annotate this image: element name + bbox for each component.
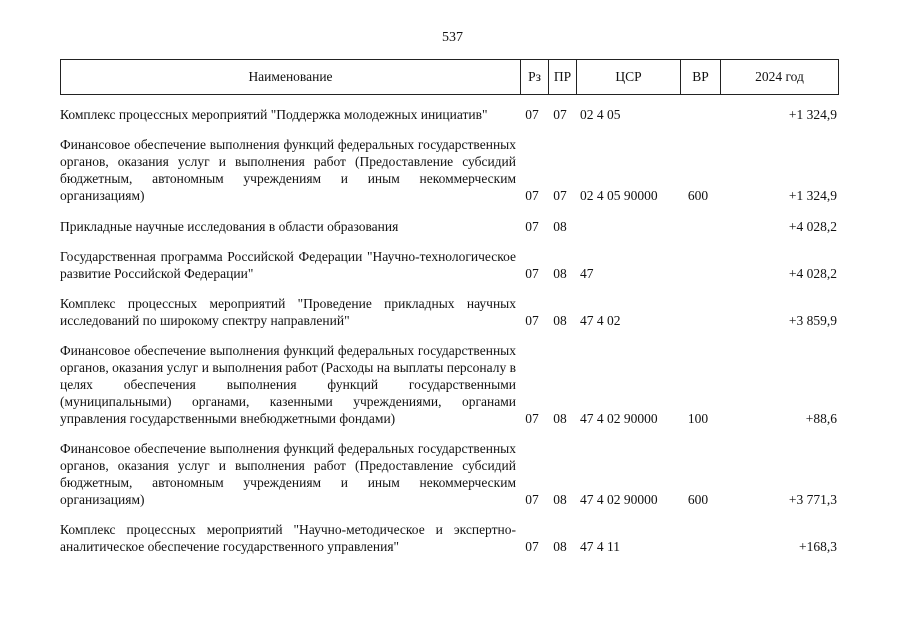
- row-pr: 08: [553, 219, 567, 234]
- table-row: [60, 218, 839, 235]
- row-value: +3 859,9: [788, 313, 837, 328]
- row-csr: 47: [580, 266, 594, 281]
- row-rz: 07: [525, 219, 539, 234]
- row-rz: 07: [525, 107, 539, 122]
- row-vr: 600: [687, 492, 709, 507]
- header-year: 2024 год: [755, 69, 804, 84]
- row-rz: 07: [525, 313, 539, 328]
- row-vr: 100: [687, 411, 709, 426]
- row-value: +168,3: [799, 539, 837, 554]
- row-name: Прикладные научные исследования в области образования: [60, 219, 399, 234]
- table-body: [60, 106, 839, 555]
- row-csr: 47 4 02 90000: [580, 492, 658, 507]
- row-rz: 07: [525, 266, 539, 281]
- row-csr: 47 4 11: [580, 539, 620, 554]
- row-csr: 47 4 02: [580, 313, 621, 328]
- row-pr: 08: [553, 266, 567, 281]
- row-pr: 08: [553, 313, 567, 328]
- row-value: +88,6: [805, 411, 837, 426]
- header-vr: ВР: [681, 60, 721, 94]
- row-name: Государственная программа Российской Федерации "Научно-технологическое развитие Российской Федерации": [60, 249, 516, 281]
- row-name: Финансовое обеспечение выполнения функций федеральных государственных органов, оказания услуг и выполнения работ (Предоставление субсидий бюджетным, автономным учреждениям и иным некоммерческим организациям): [60, 137, 516, 203]
- row-pr: 07: [553, 188, 567, 203]
- row-pr: 08: [553, 539, 567, 554]
- row-name: Комплекс процессных мероприятий "Проведение прикладных научных исследований по широкому спектру направлений": [60, 296, 516, 328]
- row-csr: 47 4 02 90000: [580, 411, 658, 426]
- row-rz: 07: [525, 539, 539, 554]
- table-row: [60, 440, 839, 508]
- row-name: Комплекс процессных мероприятий "Научно-методическое и экспертно-аналитическое обеспечение государственного управления": [60, 522, 516, 554]
- table-header: [60, 59, 839, 95]
- row-rz: 07: [525, 411, 539, 426]
- row-value: +3 771,3: [788, 492, 837, 507]
- row-name: Комплекс процессных мероприятий "Поддержка молодежных инициатив": [60, 107, 488, 122]
- row-name: Финансовое обеспечение выполнения функций федеральных государственных органов, оказания услуг и выполнения работ (Предоставление субсидий бюджетным, автономным учреждениям и иным некоммерческим организациям): [60, 441, 516, 507]
- row-csr: 02 4 05: [580, 107, 621, 122]
- table-row: [60, 106, 839, 123]
- row-rz: 07: [525, 188, 539, 203]
- table-row: [60, 136, 839, 204]
- row-name: Финансовое обеспечение выполнения функций федеральных государственных органов, оказания услуг и выполнения работ (Расходы на выплаты персоналу в целях обеспечения выполнения функций государственными (муниципальными) органами, казенными учреждениями, органами управления государственными внебюджетными фондами): [60, 343, 516, 426]
- header-pr: ПР: [549, 60, 577, 94]
- row-value: +1 324,9: [788, 188, 837, 203]
- row-vr: 600: [687, 188, 709, 203]
- header-name: Наименование: [61, 60, 521, 94]
- table-row: [60, 248, 839, 282]
- page-number: 537: [442, 30, 463, 45]
- table-row: [60, 342, 839, 427]
- row-pr: 08: [553, 492, 567, 507]
- row-value: +4 028,2: [788, 219, 837, 234]
- header-csr: ЦСР: [577, 60, 681, 94]
- table-row: [60, 295, 839, 329]
- row-pr: 08: [553, 411, 567, 426]
- header-rz: Рз: [521, 60, 549, 94]
- row-value: +4 028,2: [788, 266, 837, 281]
- row-csr: 02 4 05 90000: [580, 188, 658, 203]
- row-value: +1 324,9: [788, 107, 837, 122]
- row-pr: 07: [553, 107, 567, 122]
- row-rz: 07: [525, 492, 539, 507]
- table-row: [60, 521, 839, 555]
